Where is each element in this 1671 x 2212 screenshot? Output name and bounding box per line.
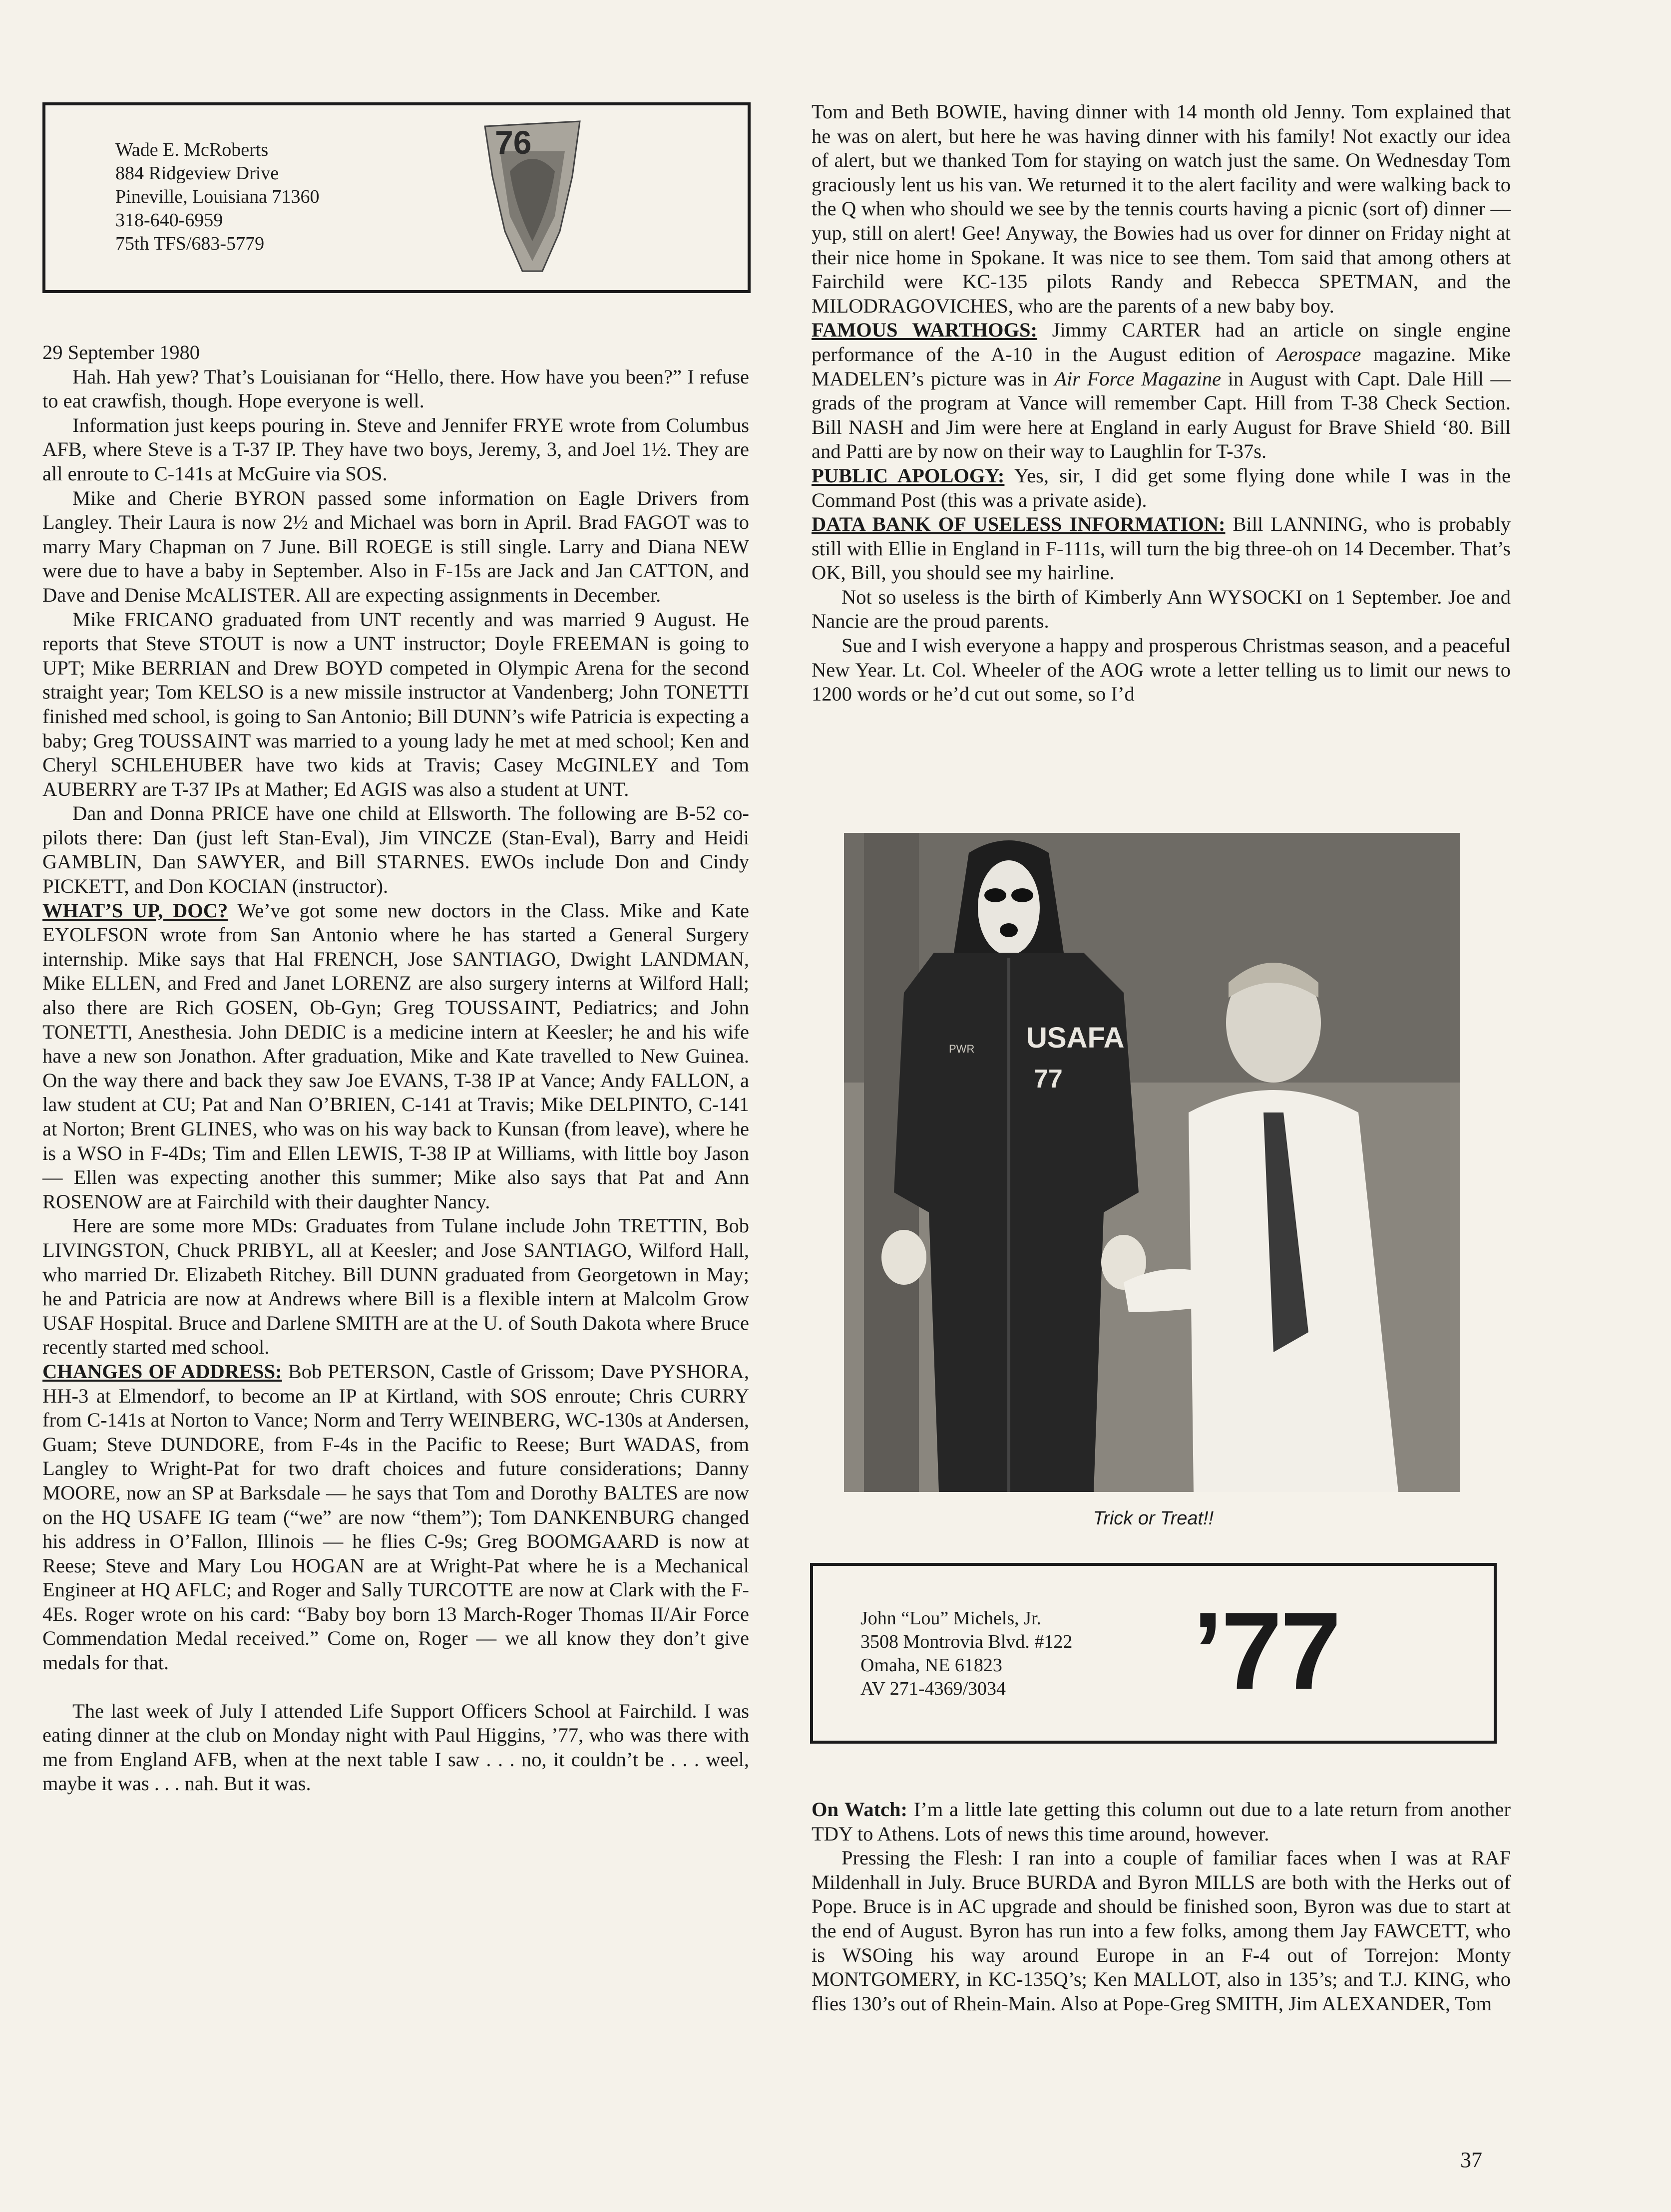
paragraph: On Watch: I’m a little late getting this column out due to a late return from another TDY to Athens. Lots of news this time around, however. [812,1798,1511,1845]
class-77-address [860,1607,1072,1701]
class-76-crest-emblem [480,116,585,281]
section-heading: DATA BANK OF USELESS INFORMATION: [812,513,1226,536]
paragraph: Information just keeps pouring in. Steve and Jennifer FRYE wrote from Columbus AFB, where Steve is a T-37 IP. They have two boys, Jeremy, 3, and Joel 1½. They are all enroute to C-141s at McGuire via SOS. [42,413,749,485]
section-heading: WHAT’S UP, DOC? [42,899,228,922]
column-date: 29 September 1980 [42,341,200,364]
left-column [42,341,749,1796]
page-number: 37 [1460,2148,1482,2172]
section-heading: CHANGES OF ADDRESS: [42,1360,282,1383]
paragraph: FAMOUS WARTHOGS: Jimmy CARTER had an article on single engine performance of the A-10 in the August edition of Aerospace magazine. Mike MADELEN’s picture was in Air Force Magazine in August with Capt. Dale Hill — grads of the program at Vance will remember Capt. Hill from T-38 Check Section. Bill NASH and Jim were here at England in early August for Brave Shield ‘80. Bill and Patti are by now on their way to Laughlin for T-37s. [812,319,1511,463]
paragraph: CHANGES OF ADDRESS: Bob PETERSON, Castle of Grissom; Dave PYSHORA, HH-3 at Elmendorf, to become an IP at Kirtland, with SOS enroute; Chris CURRY from C-141s at Norton to Vance; Norm and Terry WEINBERG, WC-130s at Andersen, Guam; Steve DUNDORE, from F-4s in the Pacific to Reese; Burt WADAS, from Langley to Wright-Pat for two draft choices and future considerations; Danny MOORE, now an SP at Barksdale — he says that Tom and Dorothy BALTES are now on the HQ USAFE IG team (“we” are now “them”); Tom DANKENBURG changed his address in O’Fallon, Illinois — he flies C-9s; Greg BOOMGAARD is now at Reese; Steve and Mary Lou HOGAN are at Wright-Pat where he is a Mechanical Engineer at HQ AFLC; and Roger and Sally TURCOTTE are now at Clark with the F-4Es. Roger wrote on his card: “Baby boy born 13 March-Roger Thomas II/Air Force Commendation Medal received.” Come on, Roger — we all know they don’t give medals for that. [42,1360,749,1674]
photo-illustration [844,833,1460,1492]
section-heading: On Watch: [812,1798,908,1821]
address-line: 318-640-6959 [115,210,223,231]
section-heading: PUBLIC APOLOGY: [812,464,1005,487]
paragraph: WHAT’S UP, DOC? We’ve got some new doctors in the Class. Mike and Kate EYOLFSON wrote from San Antonio where he has started a General Surgery internship. Mike says that Hal FRENCH, Jose SANTIAGO, Dwight LANDMAN, Mike ELLEN, and Fred and Janet LORENZ are also surgery interns at Wilford Hall; also there are Rich GOSEN, Ob-Gyn; Greg TOUSSAINT, Pediatrics; and John TONETTI, Anesthesia. John DEDIC is a medicine intern at Keesler; he and his wife have a new son Jonathon. After graduation, Mike and Kate travelled to New Guinea. On the way there and back they saw Joe EVANS, T-38 IP at Vance; Andy FALLON, a law student at CU; Pat and Nan O’BRIEN, C-141 at Travis; Mike DELPINTO, C-141 at Norton; Brent GLINES, who was on his way back to Kunsan (from leave), where he is a WSO in F-4Ds; Tim and Ellen LEWIS, T-38 IP at Williams, with little boy Jason — Ellen was expecting another this summer; Mike also says that Pat and Ann ROSENOW are at Fairchild with their daughter Nancy. [42,899,749,1213]
paragraph: Pressing the Flesh: I ran into a couple of familiar faces when I was at RAF Mildenhall in July. Bruce BURDA and Byron MILLS are both with the Herks out of Pope. Bruce is in AC upgrade and should be finished soon, Byron was due to start at the end of August. Byron has run into a few folks, among them Jay FAWCETT, who is WSOing his way around Europe in an F-4 out of Torrejon: Monty MONTGOMERY, in KC-135Q’s; Ken MALLOT, also in 135’s; and T.J. KING, who flies 130’s out of Rhein-Main. Also at Pope-Greg SMITH, Jim ALEXANDER, Tom [812,1846,1511,2015]
address-line: 884 Ridgeview Drive [115,163,279,184]
address-line: John “Lou” Michels, Jr. [860,1608,1042,1629]
magazine-title: Air Force Magazine [1054,367,1222,390]
address-line: Wade E. McRoberts [115,139,269,160]
paragraph: Dan and Donna PRICE have one child at Ellsworth. The following are B-52 co-pilots there: Dan (just left Stan-Eval), Jim VINCZE (Stan-Eval), Barry and Heidi GAMBLIN, Dan SAWYER, and Bill STARNES. EWOs include Don and Cindy PICKETT, and Don KOCIAN (instructor). [42,802,749,898]
halloween-photo [844,833,1460,1492]
jacket-patch: PWR [949,1043,975,1055]
magazine-title: Aerospace [1276,343,1361,366]
address-line: Omaha, NE 61823 [860,1655,1002,1676]
class-76-header-box [42,102,751,293]
paragraph: PUBLIC APOLOGY: Yes, sir, I did get some flying done while I was in the Command Post (this was a private aside). [812,464,1511,511]
address-line: 3508 Montrovia Blvd. #122 [860,1631,1073,1652]
right-column-top [812,100,1511,707]
paragraph: Not so useless is the birth of Kimberly Ann WYSOCKI on 1 September. Joe and Nancie are the proud parents. [812,585,1511,633]
address-line: AV 271-4369/3034 [860,1678,1006,1699]
class-77-year-mark: ’77 [1193,1589,1339,1712]
paragraph: Hah. Hah yew? That’s Louisianan for “Hello, there. How have you been?” I refuse to eat crawfish, though. Hope everyone is well. [42,365,749,412]
crest-year-text: 76 [495,124,532,161]
paragraph: Mike FRICANO graduated from UNT recently and was married 9 August. He reports that Steve STOUT is now a UNT instructor; Doyle FREEMAN is going to UPT; Mike BERRIAN and Drew BOYD competed in Olympic Arena for the second straight year; Tom KELSO is a new missile instructor at Vandenberg; John TONETTI finished med school, is going to San Antonio; Bill DUNN’s wife Patricia is expecting a baby; Greg TOUSSAINT was married to a young lady he met at med school; Ken and Cheryl SCHLEHUBER have two kids at Travis; Casey McGINLEY and Tom AUBERRY are T-37 IPs at Mather; Ed AGIS was also a student at UNT. [42,608,749,800]
jacket-text: USAFA [1026,1022,1125,1054]
paragraph: Mike and Cherie BYRON passed some information on Eagle Drivers from Langley. Their Laura is now 2½ and Michael was born in April. Brad FAGOT was to marry Mary Chapman on 7 June. Bill ROEGE is still single. Larry and Diana NEW were due to have a baby in September. Also in F-15s are Jack and Jan CATTON, and Dave and Denise McALISTER. All are expecting assignments in December. [42,486,749,606]
paragraph: Sue and I wish everyone a happy and prosperous Christmas season, and a peaceful New Year. Lt. Col. Wheeler of the AOG wrote a letter telling us to limit our news to 1200 words or he’d cut out some, so I’d [812,634,1511,706]
paragraph: Here are some more MDs: Graduates from Tulane include John TRETTIN, Bob LIVINGSTON, Chuck PRIBYL, all at Keesler; and Jose SANTIAGO, Wilford Hall, who married Dr. Elizabeth Ritchey. Bill DUNN graduated from Georgetown in May; he and Patricia are now at Andrews where Bill is a flexible intern at Malcolm Grow USAF Hospital. Bruce and Darlene SMITH are at the U. of South Dakota where Bruce recently started med school. [42,1214,749,1359]
section-heading: FAMOUS WARTHOGS: [812,319,1038,342]
address-line: Pineville, Louisiana 71360 [115,186,320,207]
paragraph: The last week of July I attended Life Support Officers School at Fairchild. I was eating dinner at the club on Monday night with Paul Higgins, ’77, who was there with me from England AFB, when at the next table I saw . . . no, it couldn’t be . . . weel, maybe it was . . . nah. But it was. [42,1699,749,1795]
address-line: 75th TFS/683-5779 [115,233,265,254]
right-column-bottom [812,1798,1511,2016]
jacket-number: 77 [1034,1065,1063,1094]
photo-caption: Trick or Treat!! [1093,1508,1214,1529]
class-76-address [115,138,319,256]
paragraph: DATA BANK OF USELESS INFORMATION: Bill LANNING, who is probably still with Ellie in England in F-111s, will turn the big three-oh on 14 December. That’s OK, Bill, you should see my hairline. [812,513,1511,584]
class-77-header-box [810,1563,1497,1744]
paragraph: Tom and Beth BOWIE, having dinner with 14 month old Jenny. Tom explained that he was on alert, but here he was having dinner with his family! Not exactly our idea of alert, but we thanked Tom for staying on watch just the same. On Wednesday Tom graciously lent us his van. We returned it to the alert facility and were walking back to the Q when who should we see by the tennis courts having a picnic (sort of) dinner — yup, still on alert! Gee! Anyway, the Bowies had us over for dinner on Friday night at their nice home in Spokane. It was nice to see them. Tom said that among others at Fairchild were KC-135 pilots Randy and Rebecca SPETMAN, and the MILODRAGOVICHES, who are the parents of a new baby boy. [812,100,1511,317]
